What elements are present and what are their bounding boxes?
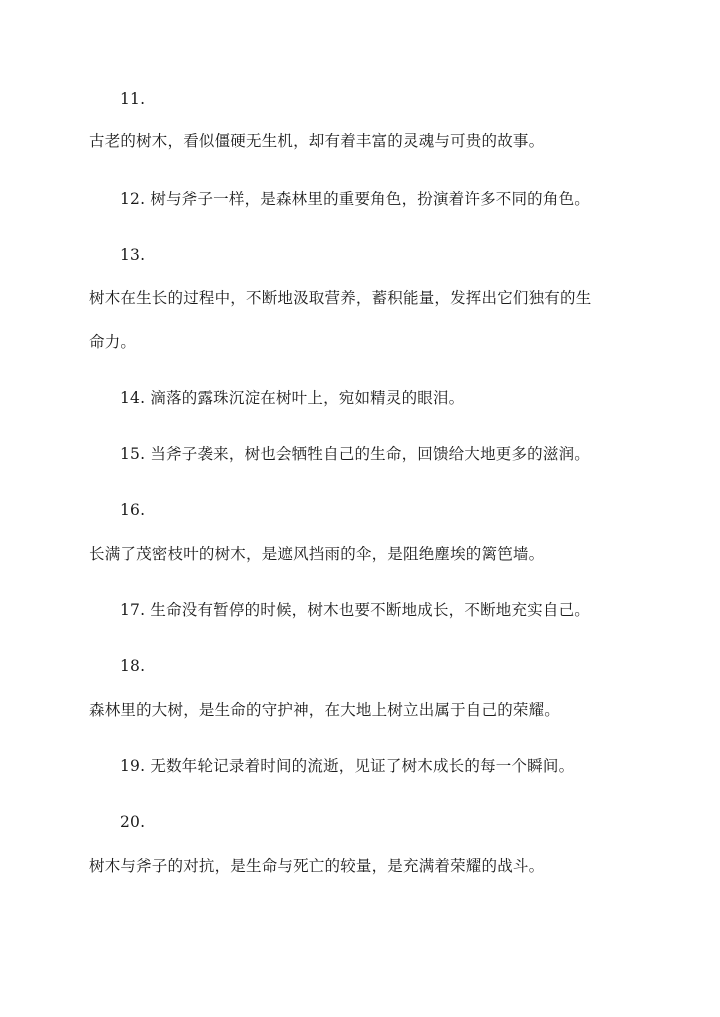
item-17-text: 17. 生命没有暂停的时候，树木也要不断地成长，不断地充实自己。 <box>120 601 590 619</box>
item-11-text: 古老的树木，看似僵硬无生机，却有着丰富的灵魂与可贵的故事。 <box>89 132 545 150</box>
item-20-number: 20. <box>120 813 146 831</box>
item-15-text: 15. 当斧子袭来，树也会牺牲自己的生命，回馈给大地更多的滋润。 <box>120 445 590 463</box>
item-14-text: 14. 滴落的露珠沉淀在树叶上，宛如精灵的眼泪。 <box>120 389 465 407</box>
item-16-text: 长满了茂密枝叶的树木，是遮风挡雨的伞，是阻绝塵埃的篱笆墙。 <box>89 545 545 563</box>
item-19-text: 19. 无数年轮记录着时间的流逝，见证了树木成长的每一个瞬间。 <box>120 757 575 775</box>
item-13-text-line-2: 命力。 <box>89 333 137 351</box>
item-18-number: 18. <box>120 657 146 675</box>
item-20-text: 树木与斧子的对抗，是生命与死亡的较量，是充满着荣耀的战斗。 <box>89 857 545 875</box>
item-13-text-line-1: 树木在生长的过程中，不断地汲取营养，蓄积能量，发挥出它们独有的生 <box>89 289 592 307</box>
item-18-text: 森林里的大树，是生命的守护神，在大地上树立出属于自己的荣耀。 <box>89 701 561 719</box>
item-16-number: 16. <box>120 501 146 519</box>
item-13-number: 13. <box>120 246 146 264</box>
item-11-number: 11. <box>120 90 146 108</box>
item-12-text: 12. 树与斧子一样，是森林里的重要角色，扮演着许多不同的角色。 <box>120 190 590 208</box>
